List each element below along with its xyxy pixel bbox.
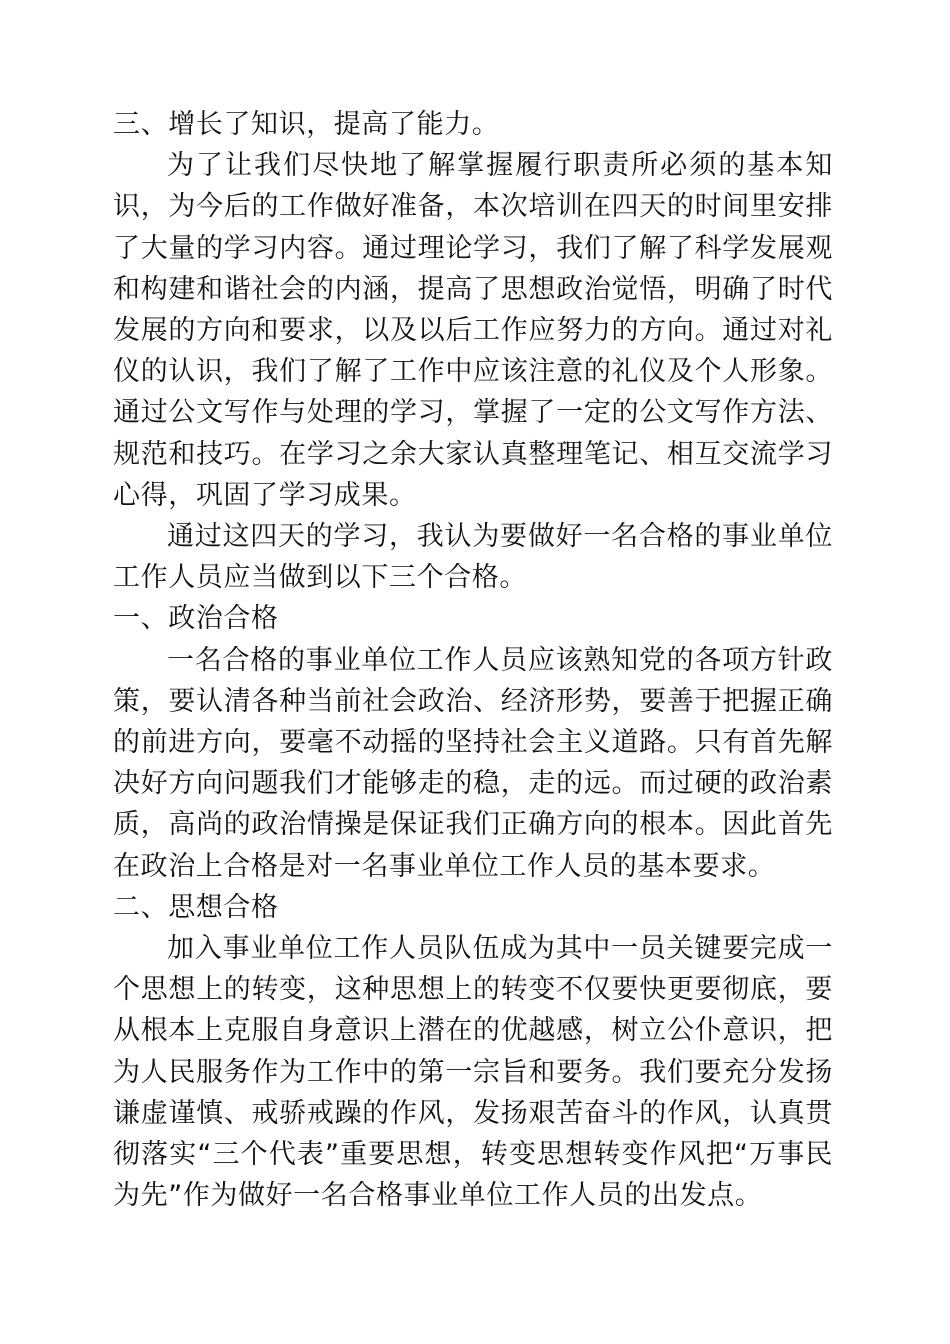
paragraph-training-content: 为了让我们尽快地了解掌握履行职责所必须的基本知识，为今后的工作做好准备，本次培训在四天的时间里安排了大量的学习内容。通过理论学习，我们了解了科学发展观和构建和谐社会的内涵，提高了思想政治觉悟，明确了时代发展的方向和要求，以及以后工作应努力的方向。通过对礼仪的认识，我们了解了工作中应该注意的礼仪及个人形象。通过公文写作与处理的学习，掌握了一定的公文写作方法、规范和技巧。在学习之余大家认真整理笔记、相互交流学习心得，巩固了学习成果。	[113, 150, 833, 511]
paragraph-ideological: 加入事业单位工作人员队伍成为其中一员关键要完成一个思想上的转变，这种思想上的转变不仅要快更要彻底，要从根本上克服自身意识上潜在的优越感，树立公仆意识，把为人民服务作为工作中的第一宗旨和要务。我们要充分发扬谦虚谨慎、戒骄戒躁的作风，发扬艰苦奋斗的作风，认真贯彻落实“三个代表”重要思想，转变思想转变作风把“万事民为先”作为做好一名合格事业单位工作人员的出发点。	[113, 933, 833, 1212]
paragraph-three-qualifications: 通过这四天的学习，我认为要做好一名合格的事业单位工作人员应当做到以下三个合格。	[113, 521, 833, 594]
subheading-political: 一、政治合格	[113, 603, 279, 635]
paragraph-political: 一名合格的事业单位工作人员应该熟知党的各项方针政策，要认清各种当前社会政治、经济形势，要善于把握正确的前进方向，要毫不动摇的坚持社会主义道路。只有首先解决好方向问题我们才能够走的稳，走的远。而过硬的政治素质，高尚的政治情操是保证我们正确方向的根本。因此首先在政治上合格是对一名事业单位工作人员的基本要求。	[113, 644, 833, 882]
document-body	[113, 104, 833, 1216]
section-heading-knowledge: 三、增长了知识，提高了能力。	[113, 109, 500, 140]
subheading-ideological: 二、思想合格	[113, 891, 279, 923]
